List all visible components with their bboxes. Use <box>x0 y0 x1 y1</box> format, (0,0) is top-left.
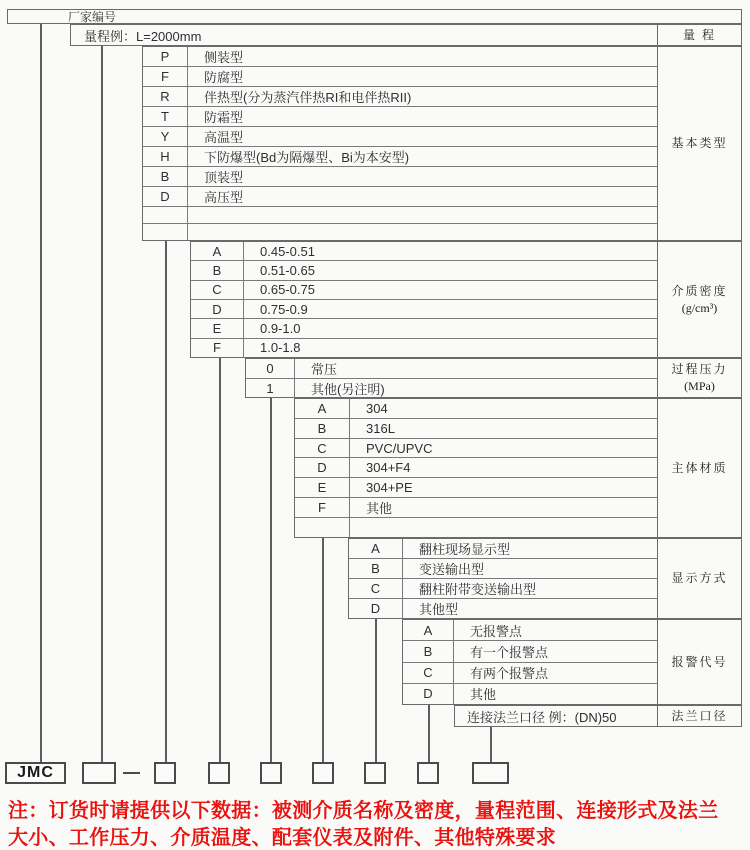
section-label-material: 主体材质 <box>657 399 741 537</box>
table-row: C 有两个报警点 <box>403 662 657 683</box>
code-box-density <box>208 762 230 784</box>
density-unit: (g/cm³) <box>681 300 718 315</box>
basic-type-section <box>142 46 742 241</box>
table-row: R 伴热型(分为蒸汽伴热RI和电伴热RII) <box>143 86 657 106</box>
connector-line-flange <box>490 727 492 763</box>
table-row-empty <box>143 206 657 223</box>
section-label-density: 介质密度 (g/cm³) <box>657 242 741 357</box>
display-section <box>348 538 742 619</box>
pressure-unit: (MPa) <box>684 379 715 393</box>
code-box-range <box>82 762 116 784</box>
connector-line-display <box>375 619 377 763</box>
table-row: F 防腐型 <box>143 66 657 86</box>
table-row: E 304+PE <box>295 477 657 497</box>
table-row: B 变送输出型 <box>349 558 657 578</box>
order-note-line2: 大小、工作压力、介质温度、配套仪表及附件、其他特殊要求 <box>8 827 557 849</box>
connector-line-alarm <box>428 705 430 763</box>
table-row: A 304 <box>295 399 657 418</box>
section-label-range: 量 程 <box>657 25 741 45</box>
table-row: C PVC/UPVC <box>295 438 657 458</box>
alarm-section <box>402 619 742 705</box>
table-row: E 0.9-1.0 <box>191 318 657 337</box>
order-note-line1: 注：订货时请提供以下数据：被测介质名称及密度，量程范围、连接形式及法兰 <box>8 800 719 822</box>
table-row: 0 常压 <box>246 359 657 378</box>
code-box-display <box>364 762 386 784</box>
connector-line-material <box>322 538 324 763</box>
section-label-basic-type: 基本类型 <box>657 47 741 240</box>
table-row: H 下防爆型(Bd为隔爆型、Bi为本安型) <box>143 146 657 166</box>
table-row-empty <box>295 517 657 537</box>
table-row: B 有一个报警点 <box>403 640 657 661</box>
connector-line-basic <box>165 241 167 763</box>
code-box-material <box>312 762 334 784</box>
connector-line-range <box>101 46 103 763</box>
table-row: A 0.45-0.51 <box>191 242 657 260</box>
model-prefix-box <box>5 762 66 784</box>
material-section <box>294 398 742 538</box>
table-row: B 0.51-0.65 <box>191 260 657 279</box>
code-box-basic <box>154 762 176 784</box>
code-box-pressure <box>260 762 282 784</box>
model-prefix: JMC <box>17 764 54 781</box>
table-row: 1 其他(另注明) <box>246 378 657 398</box>
section-label-display: 显示方式 <box>657 539 741 618</box>
factory-code-row <box>7 9 742 24</box>
table-row: P 侧装型 <box>143 47 657 66</box>
connector-line-factory <box>40 24 42 763</box>
section-label-pressure: 过程压力 (MPa) <box>657 359 741 397</box>
table-row: Y 高温型 <box>143 126 657 146</box>
range-row <box>70 24 742 46</box>
range-example-text: 量程例：L=2000mm <box>84 28 202 44</box>
connector-line-density <box>219 358 221 763</box>
table-row-empty <box>143 223 657 240</box>
table-row: D 其他 <box>403 683 657 704</box>
factory-code-label: 厂家编号 <box>68 10 117 24</box>
table-row: B 316L <box>295 418 657 438</box>
table-row: C 0.65-0.75 <box>191 280 657 299</box>
flange-text: 连接法兰口径 例：(DN)50 <box>467 709 617 725</box>
table-row: T 防霜型 <box>143 106 657 126</box>
table-row: D 304+F4 <box>295 457 657 477</box>
code-box-flange <box>472 762 509 784</box>
table-row: C 翻柱附带变送输出型 <box>349 578 657 598</box>
dash-separator <box>123 772 140 774</box>
pressure-section <box>245 358 742 398</box>
table-row: D 其他型 <box>349 598 657 618</box>
table-row: D 高压型 <box>143 186 657 206</box>
density-section <box>190 241 742 358</box>
flange-section <box>454 705 742 727</box>
table-row: B 顶装型 <box>143 166 657 186</box>
connector-line-pressure <box>270 398 272 763</box>
code-box-alarm <box>417 762 439 784</box>
table-row: F 其他 <box>295 497 657 517</box>
section-label-flange: 法兰口径 <box>657 706 741 726</box>
table-row: D 0.75-0.9 <box>191 299 657 318</box>
table-row: A 翻柱现场显示型 <box>349 539 657 558</box>
table-row: F 1.0-1.8 <box>191 338 657 357</box>
table-row: A 无报警点 <box>403 620 657 640</box>
section-label-alarm: 报警代号 <box>657 620 741 704</box>
